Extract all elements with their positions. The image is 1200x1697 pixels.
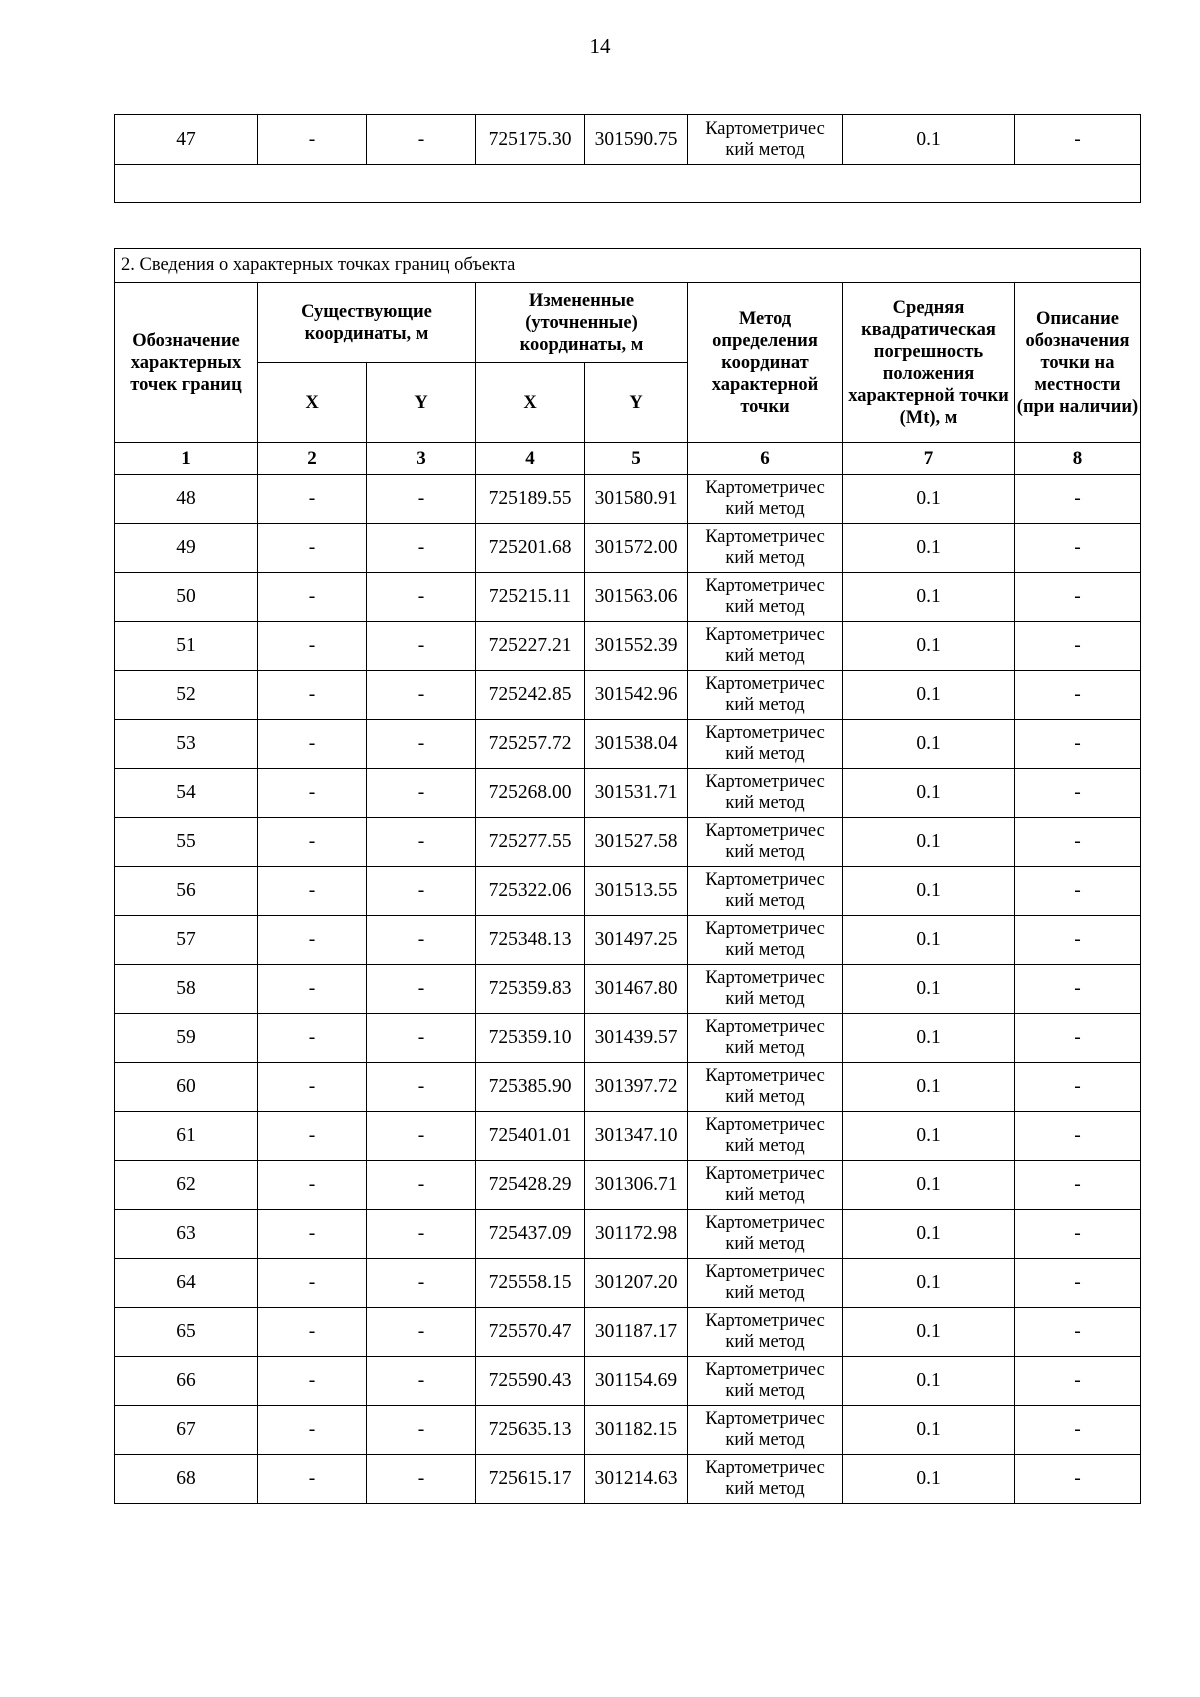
table-row — [115, 916, 1141, 965]
new-y-cell: 301572.00 — [585, 524, 688, 573]
existing-x-cell: - — [258, 115, 367, 165]
method-cell — [688, 818, 843, 867]
error-cell: 0.1 — [843, 916, 1015, 965]
new-x-cell: 725558.15 — [476, 1259, 585, 1308]
point-cell: 61 — [115, 1112, 258, 1161]
table-row — [115, 720, 1141, 769]
new-y-cell: 301497.25 — [585, 916, 688, 965]
method-cell — [688, 1406, 843, 1455]
header-designation: Обозначение характерных точек границ — [115, 283, 258, 443]
table-row — [115, 965, 1141, 1014]
method-cell — [688, 1063, 843, 1112]
method-line-2: кий метод — [725, 1430, 805, 1450]
description-cell: - — [1015, 818, 1141, 867]
table-row — [115, 1259, 1141, 1308]
method-line-2: кий метод — [725, 744, 805, 764]
point-cell: 54 — [115, 769, 258, 818]
existing-y-cell: - — [367, 115, 476, 165]
header-changed-coordinates: Измененные (уточненные) координаты, м — [476, 283, 688, 363]
existing-x-cell: - — [258, 1210, 367, 1259]
method-cell — [688, 1308, 843, 1357]
existing-y-cell: - — [367, 524, 476, 573]
table-row — [115, 1014, 1141, 1063]
error-cell: 0.1 — [843, 720, 1015, 769]
new-x-cell: 725268.00 — [476, 769, 585, 818]
existing-x-cell: - — [258, 818, 367, 867]
method-line-1: Картометричес — [705, 625, 825, 645]
header-description: Описание обозначения точки на местности (при наличии) — [1015, 283, 1141, 443]
method-cell — [688, 1014, 843, 1063]
point-cell: 49 — [115, 524, 258, 573]
method-line-2: кий метод — [725, 989, 805, 1009]
table-row — [115, 1161, 1141, 1210]
description-cell: - — [1015, 720, 1141, 769]
column-number: 2 — [258, 443, 367, 475]
table-row — [115, 1406, 1141, 1455]
description-cell: - — [1015, 1112, 1141, 1161]
existing-x-cell: - — [258, 1014, 367, 1063]
existing-y-cell: - — [367, 622, 476, 671]
table-row — [115, 524, 1141, 573]
description-cell: - — [1015, 1406, 1141, 1455]
method-line-2: кий метод — [725, 1332, 805, 1352]
method-line-2: кий метод — [725, 842, 805, 862]
method-cell — [688, 769, 843, 818]
existing-x-cell: - — [258, 1161, 367, 1210]
new-x-cell: 725615.17 — [476, 1455, 585, 1504]
method-line-1: Картометричес — [705, 1262, 825, 1282]
error-cell: 0.1 — [843, 1357, 1015, 1406]
existing-x-cell: - — [258, 573, 367, 622]
new-y-cell: 301590.75 — [585, 115, 688, 165]
section-title: 2. Сведения о характерных точках границ объекта — [115, 249, 1141, 283]
description-cell: - — [1015, 916, 1141, 965]
method-cell — [688, 1357, 843, 1406]
new-x-cell: 725348.13 — [476, 916, 585, 965]
new-x-cell: 725257.72 — [476, 720, 585, 769]
error-cell: 0.1 — [843, 867, 1015, 916]
point-cell: 48 — [115, 475, 258, 524]
existing-x-cell: - — [258, 1063, 367, 1112]
method-cell — [688, 720, 843, 769]
new-y-cell: 301214.63 — [585, 1455, 688, 1504]
method-line-1: Картометричес — [705, 527, 825, 547]
method-line-1: Картометричес — [705, 1311, 825, 1331]
error-cell: 0.1 — [843, 1063, 1015, 1112]
point-cell: 65 — [115, 1308, 258, 1357]
existing-y-cell: - — [367, 573, 476, 622]
new-x-cell: 725437.09 — [476, 1210, 585, 1259]
method-line-2: кий метод — [725, 891, 805, 911]
new-y-cell: 301527.58 — [585, 818, 688, 867]
existing-x-cell: - — [258, 1406, 367, 1455]
error-cell: 0.1 — [843, 818, 1015, 867]
method-line-2: кий метод — [725, 1381, 805, 1401]
new-x-cell: 725385.90 — [476, 1063, 585, 1112]
existing-x-cell: - — [258, 1308, 367, 1357]
point-cell: 64 — [115, 1259, 258, 1308]
method-cell — [688, 1112, 843, 1161]
error-cell: 0.1 — [843, 1210, 1015, 1259]
column-number: 3 — [367, 443, 476, 475]
existing-x-cell: - — [258, 1112, 367, 1161]
table-row — [115, 1112, 1141, 1161]
header-changed-x: X — [476, 363, 585, 443]
point-cell: 56 — [115, 867, 258, 916]
description-cell: - — [1015, 115, 1141, 165]
existing-y-cell: - — [367, 1357, 476, 1406]
new-x-cell: 725277.55 — [476, 818, 585, 867]
error-cell: 0.1 — [843, 622, 1015, 671]
method-line-2: кий метод — [725, 1038, 805, 1058]
point-cell: 51 — [115, 622, 258, 671]
description-cell: - — [1015, 524, 1141, 573]
method-line-2: кий метод — [725, 1087, 805, 1107]
header-existing-coordinates: Существующие координаты, м — [258, 283, 476, 363]
blank-cell — [115, 165, 1141, 203]
column-number: 8 — [1015, 443, 1141, 475]
description-cell: - — [1015, 1014, 1141, 1063]
existing-x-cell: - — [258, 720, 367, 769]
new-x-cell: 725359.10 — [476, 1014, 585, 1063]
method-cell — [688, 475, 843, 524]
point-cell: 59 — [115, 1014, 258, 1063]
description-cell: - — [1015, 671, 1141, 720]
method-line-2: кий метод — [725, 940, 805, 960]
description-cell: - — [1015, 1259, 1141, 1308]
method-line-1: Картометричес — [705, 674, 825, 694]
point-cell: 66 — [115, 1357, 258, 1406]
method-cell — [688, 671, 843, 720]
method-line-1: Картометричес — [705, 772, 825, 792]
point-cell: 47 — [115, 115, 258, 165]
method-line-1: Картометричес — [705, 1017, 825, 1037]
method-line-2: кий метод — [725, 1136, 805, 1156]
method-line-2: кий метод — [725, 1234, 805, 1254]
point-cell: 63 — [115, 1210, 258, 1259]
error-cell: 0.1 — [843, 1112, 1015, 1161]
description-cell: - — [1015, 1308, 1141, 1357]
method-line-1: Картометричес — [705, 1066, 825, 1086]
header-existing-y: Y — [367, 363, 476, 443]
new-y-cell: 301182.15 — [585, 1406, 688, 1455]
new-y-cell: 301580.91 — [585, 475, 688, 524]
method-line-1: Картометричес — [705, 919, 825, 939]
table-row — [115, 1357, 1141, 1406]
existing-x-cell: - — [258, 1455, 367, 1504]
new-y-cell: 301513.55 — [585, 867, 688, 916]
method-line-1: Картометричес — [705, 968, 825, 988]
existing-x-cell: - — [258, 1259, 367, 1308]
method-line-2: кий метод — [725, 1283, 805, 1303]
table-row — [115, 867, 1141, 916]
table-row — [115, 622, 1141, 671]
method-line-2: кий метод — [725, 646, 805, 666]
existing-y-cell: - — [367, 671, 476, 720]
point-cell: 68 — [115, 1455, 258, 1504]
header-error: Средняя квадратическая погрешность положения характерной точки (Mt), м — [843, 283, 1015, 443]
header-changed-y: Y — [585, 363, 688, 443]
continuation-table — [114, 114, 1141, 203]
method-cell — [688, 965, 843, 1014]
table-row — [115, 115, 1141, 165]
table-row — [115, 1455, 1141, 1504]
header-existing-x: X — [258, 363, 367, 443]
error-cell: 0.1 — [843, 671, 1015, 720]
point-cell: 60 — [115, 1063, 258, 1112]
existing-y-cell: - — [367, 1112, 476, 1161]
method-cell — [688, 622, 843, 671]
existing-y-cell: - — [367, 1259, 476, 1308]
page-number: 14 — [589, 34, 611, 58]
table-row — [115, 769, 1141, 818]
method-line-1: Картометричес — [705, 1115, 825, 1135]
table-row — [115, 818, 1141, 867]
method-line-1: Картометричес — [705, 1409, 825, 1429]
new-x-cell: 725322.06 — [476, 867, 585, 916]
method-line-2: кий метод — [725, 1479, 805, 1499]
boundary-points-table — [114, 248, 1141, 1504]
table-row — [115, 475, 1141, 524]
new-y-cell: 301563.06 — [585, 573, 688, 622]
method-line-2: кий метод — [725, 139, 805, 160]
method-cell — [688, 1161, 843, 1210]
existing-y-cell: - — [367, 720, 476, 769]
table-body — [115, 475, 1141, 1504]
column-number: 5 — [585, 443, 688, 475]
point-cell: 50 — [115, 573, 258, 622]
new-x-cell: 725227.21 — [476, 622, 585, 671]
point-cell: 57 — [115, 916, 258, 965]
existing-x-cell: - — [258, 916, 367, 965]
method-line-1: Картометричес — [705, 870, 825, 890]
method-line-1: Картометричес — [705, 1213, 825, 1233]
existing-x-cell: - — [258, 622, 367, 671]
column-number: 6 — [688, 443, 843, 475]
method-line-2: кий метод — [725, 597, 805, 617]
column-number-row — [115, 443, 1141, 475]
description-cell: - — [1015, 867, 1141, 916]
new-y-cell: 301552.39 — [585, 622, 688, 671]
method-line-1: Картометричес — [705, 1164, 825, 1184]
error-cell: 0.1 — [843, 1259, 1015, 1308]
method-cell — [688, 916, 843, 965]
header-method: Метод определения координат характерной точки — [688, 283, 843, 443]
point-cell: 67 — [115, 1406, 258, 1455]
method-line-1: Картометричес — [705, 1360, 825, 1380]
method-line-2: кий метод — [725, 695, 805, 715]
table-row — [115, 671, 1141, 720]
column-number: 1 — [115, 443, 258, 475]
new-x-cell: 725215.11 — [476, 573, 585, 622]
description-cell: - — [1015, 475, 1141, 524]
existing-y-cell: - — [367, 1014, 476, 1063]
column-number: 4 — [476, 443, 585, 475]
new-y-cell: 301154.69 — [585, 1357, 688, 1406]
error-cell: 0.1 — [843, 1455, 1015, 1504]
method-line-1: Картометричес — [705, 576, 825, 596]
existing-y-cell: - — [367, 916, 476, 965]
new-x-cell: 725570.47 — [476, 1308, 585, 1357]
existing-x-cell: - — [258, 965, 367, 1014]
existing-y-cell: - — [367, 1308, 476, 1357]
new-x-cell: 725359.83 — [476, 965, 585, 1014]
table-row — [115, 1308, 1141, 1357]
description-cell: - — [1015, 1357, 1141, 1406]
description-cell: - — [1015, 1455, 1141, 1504]
new-x-cell: 725201.68 — [476, 524, 585, 573]
new-y-cell: 301439.57 — [585, 1014, 688, 1063]
new-y-cell: 301542.96 — [585, 671, 688, 720]
new-x-cell: 725401.01 — [476, 1112, 585, 1161]
error-cell: 0.1 — [843, 769, 1015, 818]
existing-y-cell: - — [367, 1406, 476, 1455]
error-cell: 0.1 — [843, 573, 1015, 622]
point-cell: 62 — [115, 1161, 258, 1210]
new-y-cell: 301172.98 — [585, 1210, 688, 1259]
method-line-1: Картометричес — [705, 478, 825, 498]
description-cell: - — [1015, 1161, 1141, 1210]
description-cell: - — [1015, 1063, 1141, 1112]
existing-y-cell: - — [367, 1063, 476, 1112]
method-cell — [688, 867, 843, 916]
point-cell: 53 — [115, 720, 258, 769]
table-row — [115, 573, 1141, 622]
method-cell — [688, 524, 843, 573]
error-cell: 0.1 — [843, 524, 1015, 573]
existing-y-cell: - — [367, 965, 476, 1014]
point-cell: 58 — [115, 965, 258, 1014]
method-cell — [688, 1455, 843, 1504]
existing-x-cell: - — [258, 1357, 367, 1406]
point-cell: 55 — [115, 818, 258, 867]
error-cell: 0.1 — [843, 965, 1015, 1014]
error-cell: 0.1 — [843, 475, 1015, 524]
new-x-cell: 725189.55 — [476, 475, 585, 524]
table-row — [115, 1210, 1141, 1259]
new-x-cell: 725428.29 — [476, 1161, 585, 1210]
error-cell: 0.1 — [843, 115, 1015, 165]
description-cell: - — [1015, 769, 1141, 818]
existing-y-cell: - — [367, 1455, 476, 1504]
new-y-cell: 301538.04 — [585, 720, 688, 769]
error-cell: 0.1 — [843, 1308, 1015, 1357]
column-number: 7 — [843, 443, 1015, 475]
existing-x-cell: - — [258, 524, 367, 573]
existing-y-cell: - — [367, 769, 476, 818]
new-x-cell: 725175.30 — [476, 115, 585, 165]
method-line-2: кий метод — [725, 793, 805, 813]
error-cell: 0.1 — [843, 1014, 1015, 1063]
point-cell: 52 — [115, 671, 258, 720]
method-line-2: кий метод — [725, 548, 805, 568]
new-y-cell: 301347.10 — [585, 1112, 688, 1161]
new-x-cell: 725590.43 — [476, 1357, 585, 1406]
method-cell — [688, 1210, 843, 1259]
existing-y-cell: - — [367, 475, 476, 524]
blank-row — [115, 165, 1141, 203]
existing-x-cell: - — [258, 867, 367, 916]
new-x-cell: 725635.13 — [476, 1406, 585, 1455]
existing-x-cell: - — [258, 671, 367, 720]
existing-x-cell: - — [258, 475, 367, 524]
method-line-1: Картометричес — [705, 723, 825, 743]
description-cell: - — [1015, 1210, 1141, 1259]
method-line-1: Картометричес — [705, 821, 825, 841]
new-y-cell: 301187.17 — [585, 1308, 688, 1357]
existing-y-cell: - — [367, 818, 476, 867]
new-y-cell: 301531.71 — [585, 769, 688, 818]
new-y-cell: 301397.72 — [585, 1063, 688, 1112]
error-cell: 0.1 — [843, 1406, 1015, 1455]
new-y-cell: 301467.80 — [585, 965, 688, 1014]
existing-x-cell: - — [258, 769, 367, 818]
method-line-1: Картометричес — [705, 118, 825, 139]
table-row — [115, 1063, 1141, 1112]
method-cell — [688, 1259, 843, 1308]
method-line-1: Картометричес — [705, 1458, 825, 1478]
method-line-2: кий метод — [725, 1185, 805, 1205]
method-line-2: кий метод — [725, 499, 805, 519]
description-cell: - — [1015, 622, 1141, 671]
new-y-cell: 301207.20 — [585, 1259, 688, 1308]
method-cell — [688, 115, 843, 165]
new-x-cell: 725242.85 — [476, 671, 585, 720]
existing-y-cell: - — [367, 867, 476, 916]
new-y-cell: 301306.71 — [585, 1161, 688, 1210]
method-cell — [688, 573, 843, 622]
existing-y-cell: - — [367, 1161, 476, 1210]
description-cell: - — [1015, 965, 1141, 1014]
existing-y-cell: - — [367, 1210, 476, 1259]
error-cell: 0.1 — [843, 1161, 1015, 1210]
description-cell: - — [1015, 573, 1141, 622]
